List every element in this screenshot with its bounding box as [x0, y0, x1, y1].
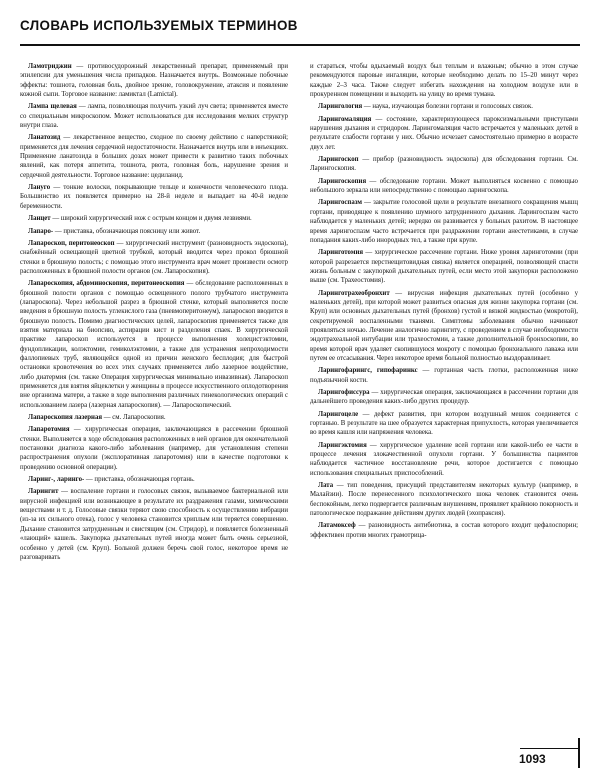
- entry-definition: — гортанная часть глотки, расположенная ниже подъязычной кости.: [310, 367, 578, 384]
- entry-definition: — разновидность антибиотика, в состав которого входит цефалоспорин; эффективен против многих грамотрица-: [310, 522, 578, 539]
- entry-definition: — приставка, обозначающая гортань.: [84, 476, 195, 484]
- entry-definition: — приставка, обозначающая поясницу или живот.: [53, 227, 201, 235]
- entry-term: Ларингология: [318, 103, 363, 111]
- entry-term: Лануго: [28, 184, 51, 192]
- entry-term: Лапароскопия, абдоминоскопия, перитонеоскопия: [28, 280, 185, 288]
- entry-definition: — обследование гортани. Может выполняться косвенно с помощью небольшого зеркала или непосредственно с помощью ларингоскопа.: [310, 177, 578, 195]
- entry-term: Лапароскопия лазерная: [28, 414, 103, 422]
- dictionary-entry: [20, 62, 288, 99]
- entry-term: Ларинготомия: [318, 249, 364, 257]
- dictionary-entry: [20, 102, 288, 130]
- entry-term: Ланцет: [28, 215, 51, 223]
- dictionary-entry: [310, 388, 578, 407]
- dictionary-entry: [20, 475, 288, 484]
- dictionary-entry: [20, 227, 288, 236]
- entry-definition: и стараться, чтобы вдыхаемый воздух был теплым и влажным; обычно в этом случае рекомендуются паровые ингаляции, которые необходимо делать по 15–20 минут через каждые 2–3 часа. Также следует избегать нахождения на холодном воздухе или в прокуренном помещении и выходить на улицу во время тумана.: [310, 63, 578, 99]
- entry-definition: — хирургическая операция, заключающаяся в рассечении брюшной стенки. Выполняется в ходе обследования расположенных в ней органов для окончательной постановки диагноза какого-либо заболевания (например, для установления степени распространения опухоли (эксплоративная лапаротомия) или в качестве подготовки к проведению основной операции).: [20, 426, 288, 471]
- entry-term: Ларингэктомия: [318, 441, 367, 449]
- entry-term: Ларингоцеле: [318, 410, 359, 418]
- entry-term: Лапароскоп, перитонеоскоп: [28, 239, 115, 247]
- entry-definition: — обследование расположенных в брюшной полости органов с помощью освещенного полого трубчатого инструмента (лапароскопа). Через небольшой разрез в брюшной стенке, который выполняется после введения в брюшную полость углекислого газа (пневмоперитонеум), лапароскоп вводится в брюшную полость. Помимо диагностических целей, лапароскопия применяется также для взятия материала на биопсию, аспирации кист и разделения спаек. В хирургической практике лапароскоп используется в процессе выполнения холецистэктомии, фундопликации, колэктомии, гемиколэктомии, а также для устранения непроходимости фаллопиевых труб, являющейся одной из причин женского бесплодия; для быстрой остановки кровотечения во всех этих случаях применяется либо лазерное воздействие, либо диатермия (см. также Операция хирургическая минимально инвазивная). Лапароскоп применяется для взятия яйцеклетки у женщины в процессе искусственного оплодотворения вне организма матери, а также в ходе выполнения различных гинекологических операций с использованием лазера (лазерная лапароскопия). — Лапароскопический.: [20, 280, 288, 409]
- entry-definition: — состояние, характеризующееся пароксизмальными приступами нарушения дыхания и стридором. Ларингомаляция часто встречается у маленьких детей в результате слабости гортани у них. Обычно исчезает самостоятельно примерно в возрасте двух лет.: [310, 115, 578, 151]
- entry-term: Ларингит: [28, 488, 59, 496]
- entry-term: Лата: [318, 482, 334, 490]
- dictionary-entry: [310, 410, 578, 438]
- page-number-rule: [520, 748, 580, 749]
- page-title: СЛОВАРЬ ИСПОЛЬЗУЕМЫХ ТЕРМИНОВ: [20, 18, 298, 33]
- page-header: [20, 18, 580, 33]
- dictionary-entry: [20, 183, 288, 211]
- entry-definition: — прибор (разновидность эндоскопа) для обследования гортани. См. Ларингоскопия.: [310, 156, 578, 173]
- dictionary-entry: [310, 177, 578, 196]
- dictionary-entry: [310, 248, 578, 285]
- entry-definition: — лекарственное вещество, сходное по своему действию с наперстянкой; применяется для лечения сердечной недостаточности. Назначается внутрь или в инъекциях. Применение ланатозида в больших дозах может привести к развитию таких побочных явлений, как потеря аппетита, тошнота, рвота, головная боль, нарушение зрения и сердечной деятельности. Торговое название: цедиланид.: [20, 134, 288, 179]
- entry-definition: — противосудорожный лекарственный препарат, применяемый при эпилепсии для уменьшения числа припадков. Назначается внутрь. Возможные побочные эффекты: тошнота, головная боль, двойное зрение, головокружение, атаксия и появление кожной сыпи. Торговое название: ламиктал (Lamictal).: [20, 63, 288, 99]
- dictionary-entry: [20, 279, 288, 410]
- entry-term: Ларингоскопия: [318, 177, 367, 185]
- entry-definition: — воспаление гортани и голосовых связок, вызываемое бактериальной или вирусной инфекцией или возникающее в результате их раздражения газами, химическими веществами и т. д. Голосовые связки теряют свою способность к осуществлению вибрации (из-за их сильного отека), голос у человека становится хриплым или теряется совершенно. Дыхание становится затрудненным и свистящим (см. Стридор), и появляется болезненный «лающий» кашель. Закупорка дыхательных путей иногда может быть очень серьезной, особенно у детей (см. Круп). Больной должен беречь свой голос, некоторое время не разговаривать: [20, 488, 288, 561]
- dictionary-entry: [310, 521, 578, 540]
- dictionary-entry: [20, 425, 288, 472]
- entry-term: Ламотриджин: [28, 63, 72, 70]
- entry-definition: — закрытие голосовой щели в результате внезапного сокращения мышц гортани, приводящее к появлению шумного затрудненного дыхания. Ларингоспазм часто наблюдается у маленьких детей; нередко он развивается у больных рахитом. В настоящее время ларингоспазм часто встречается при раздражении гортани анестетиками, в случае попадания каких-либо инородных тел, а также при крупе.: [310, 199, 578, 244]
- entry-definition: — дефект развития, при котором воздушный мешок соединяется с гортанью. В результате на шее образуется характерная припухлость, которая увеличивается во время кашля или напряжения человека.: [310, 410, 578, 437]
- dictionary-entry: [310, 481, 578, 518]
- entry-term: Ларингомаляция: [318, 115, 372, 123]
- dictionary-entry: [20, 239, 288, 276]
- entry-term: Лапаро-: [28, 227, 54, 235]
- entry-definition: — хирургическое удаление всей гортани или какой-либо ее части в процессе лечения злокачественной опухоли гортани. У большинства пациентов наблюдается частичное восстановление речи, которое достигается с помощью использования специальных приспособлений.: [310, 441, 578, 477]
- entry-definition: — вирусная инфекция дыхательных путей (особенно у маленьких детей), при которой может развиться опасная для жизни закупорка гортани (см. Круп) или основных дыхательных путей (бронхов) густой и вязкой жидкостью (мокротой), секретируемой воспаленными тканями. Симптомы заболевания обычно начинают проявляться ночью. Лечение аналогично ларингиту, с проведением в случае необходимости эндотрахеальной интубации или трахеостомии, а также дополнительной бронхоскопии, во время которой врач удаляет скопившуюся мокроту с помощью бронхиального лаважа или путем ее отсасывания. Через некоторое время больной полностью выздоравливает.: [310, 289, 578, 362]
- dictionary-entry: [20, 133, 288, 180]
- right-column: [310, 62, 578, 738]
- entry-term: Ларинг-, ларинго-: [28, 476, 85, 484]
- entry-definition: — хирургическая операция, заключающаяся в рассечении гортани для дальнейшего проведения каких-либо других процедур.: [310, 389, 578, 406]
- entry-definition: — тонкие волоски, покрывающие тельце и конечности человеческого плода. Большинство их появляется примерно на 28-й неделе и выпадает на 40-й неделе беременности.: [20, 184, 288, 210]
- left-column: [20, 62, 288, 738]
- dictionary-entry: [310, 198, 578, 245]
- dictionary-entry: [310, 62, 578, 99]
- entry-definition: — тип поведения, присущий представителям некоторых культур (например, в Малайзии). После перенесенного психологического шока человек становится очень беспокойным, легко подвергается различным внушениям, проявляет крайнюю покорность и патологическое подражание действиям других людей (эхопраксия).: [310, 482, 578, 518]
- dictionary-entry: [310, 115, 578, 152]
- entry-term: Ларингоскоп: [318, 156, 359, 164]
- entry-definition: — см. Лапароскопия.: [102, 414, 166, 422]
- header-rule: [20, 44, 580, 46]
- entry-definition: — широкий хирургический нож с острым концом и двумя лезвиями.: [50, 215, 252, 223]
- entry-term: Лапаротомия: [28, 426, 70, 434]
- dictionary-entry: [310, 155, 578, 174]
- page-number-bar: [578, 738, 580, 768]
- entry-term: Ларингоспазм: [318, 199, 362, 207]
- entry-term: Ланатозид: [28, 134, 61, 142]
- entry-term: Лампа щелевая: [28, 103, 77, 111]
- dictionary-entry: [310, 441, 578, 478]
- dictionary-entry: [310, 366, 578, 385]
- entry-term: Латамоксеф: [318, 522, 356, 530]
- entry-definition: — хирургический инструмент (разновидность эндоскопа), снабжённый освещающей цветной трубкой, который вводится через прокол брюшной стенки в брюшную полость; с помощью этого инструмента врач может произвести осмотр расположенных в брюшной полости органов (см. Лапароскопия).: [20, 239, 288, 275]
- dictionary-entry: [310, 289, 578, 364]
- dictionary-entry: [20, 214, 288, 223]
- dictionary-entry: [310, 102, 578, 111]
- entry-definition: — хирургическое рассечение гортани. Ниже уровня ларинготомии (при которой разрезается перстнещитовидная связка) является операцией, позволяющей спасти жизнь больным с закупоркой дыхательных путей, если место этой закупорки расположено выше (см. Трахеостомия).: [310, 249, 578, 285]
- entry-term: Ларингофарингс, гипофаринкс: [318, 367, 418, 375]
- entry-term: Ларингофиссура: [318, 389, 370, 396]
- entry-definition: — лампа, позволяющая получить узкий луч света; применяется вместе со специальным микроскопом. Может использоваться для исследования мелких структур внутри глаза.: [20, 103, 288, 130]
- page-number: 1093: [519, 752, 546, 766]
- dictionary-entry: [20, 413, 288, 422]
- entry-term: Ларинготрахеобронхит: [318, 289, 390, 297]
- entry-definition: — наука, изучающая болезни гортани и голосовых связок.: [362, 103, 533, 111]
- dictionary-entry: [20, 487, 288, 562]
